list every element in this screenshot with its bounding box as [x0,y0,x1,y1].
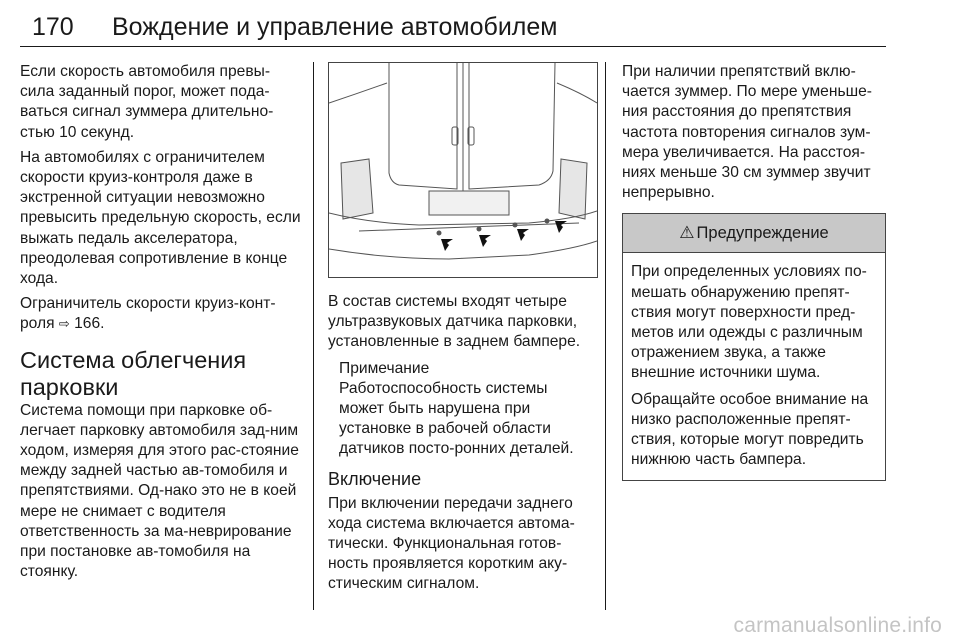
paragraph: При наличии препятствий вклю-чается зуммер. По мере уменьше-ния расстояния до препятствия частота повторения сигналов зум-мера увеличивается. На расстоя-ниях меньше 30 см зуммер звучит непрерывно. [622,63,872,202]
warning-header [623,214,885,253]
warning-title: Предупреждение [696,224,829,243]
page-header [20,6,886,47]
warning-box [622,213,886,481]
paragraph-cross-reference [20,294,304,334]
subsection-title: Включение [328,468,422,489]
note-text: Работоспособность системы может быть нарушена при установке в рабочей области датчиков посто-ронних деталей. [339,379,574,458]
chapter-title: Вождение и управление автомобилем [112,13,558,41]
watermark: carmanualsonline.info [733,614,942,637]
paragraph: При включении передачи заднего хода система включается автома-тически. Функциональная готов-ность проявляется коротким аку-стическим сигналом. [328,494,575,593]
note-title: Примечание [339,359,430,377]
warning-paragraph: Обращайте особое внимание на низко расположенные препят-ствия, которые могут повредить нижнюю часть бампера. [631,390,869,469]
section-title: Система облегчения парковки [20,346,247,400]
page-reference[interactable]: 166. [69,315,105,333]
warning-triangle-icon: ⚠ [679,223,695,243]
rear-bumper-sensors-illustration [328,62,598,278]
note-block [328,359,596,460]
paragraph: На автомобилях с ограничителем скорости круиз-контроля даже в экстренной ситуации невозможно превысить предельную скорость, если выжать педаль акселератора, преодолевая сопротивление в конце хода. [20,148,301,288]
page-number: 170 [32,13,74,41]
warning-paragraph: При определенных условиях по-мешать обнаружению препят-ствия могут поверхности пред-метов или одежды с различным отражением звука, а также внешние источники шума. [631,263,867,382]
paragraph: Если скорость автомобиля превы-сила заданный порог, может пода-ваться сигнал зуммера длительно-стью 10 секунд. [20,63,274,141]
van-rear-drawing [329,63,597,277]
paragraph: Система помощи при парковке об-легчает парковку автомобиля зад-ним ходом, измеряя для этого рас-стояние между задней частью ав-томобиля и препятствиями. Од-нако это не в коей мере не снимает с водителя ответственность за ма-неврирование при постановке ав-томобиля на стоянку. [20,401,299,581]
column-divider [313,62,314,610]
column-left [20,62,304,582]
column-middle [328,62,596,595]
column-right [622,62,886,481]
warning-body [623,253,885,480]
column-divider [605,62,606,610]
arrow-ref-icon[interactable]: ⇨ [58,316,70,332]
paragraph: В состав системы входят четыре ультразвуковых датчика парковки, установленные в заднем бампере. [328,293,581,351]
paragraph-text: Ограничитель скорости круиз-конт-роля [20,295,276,333]
